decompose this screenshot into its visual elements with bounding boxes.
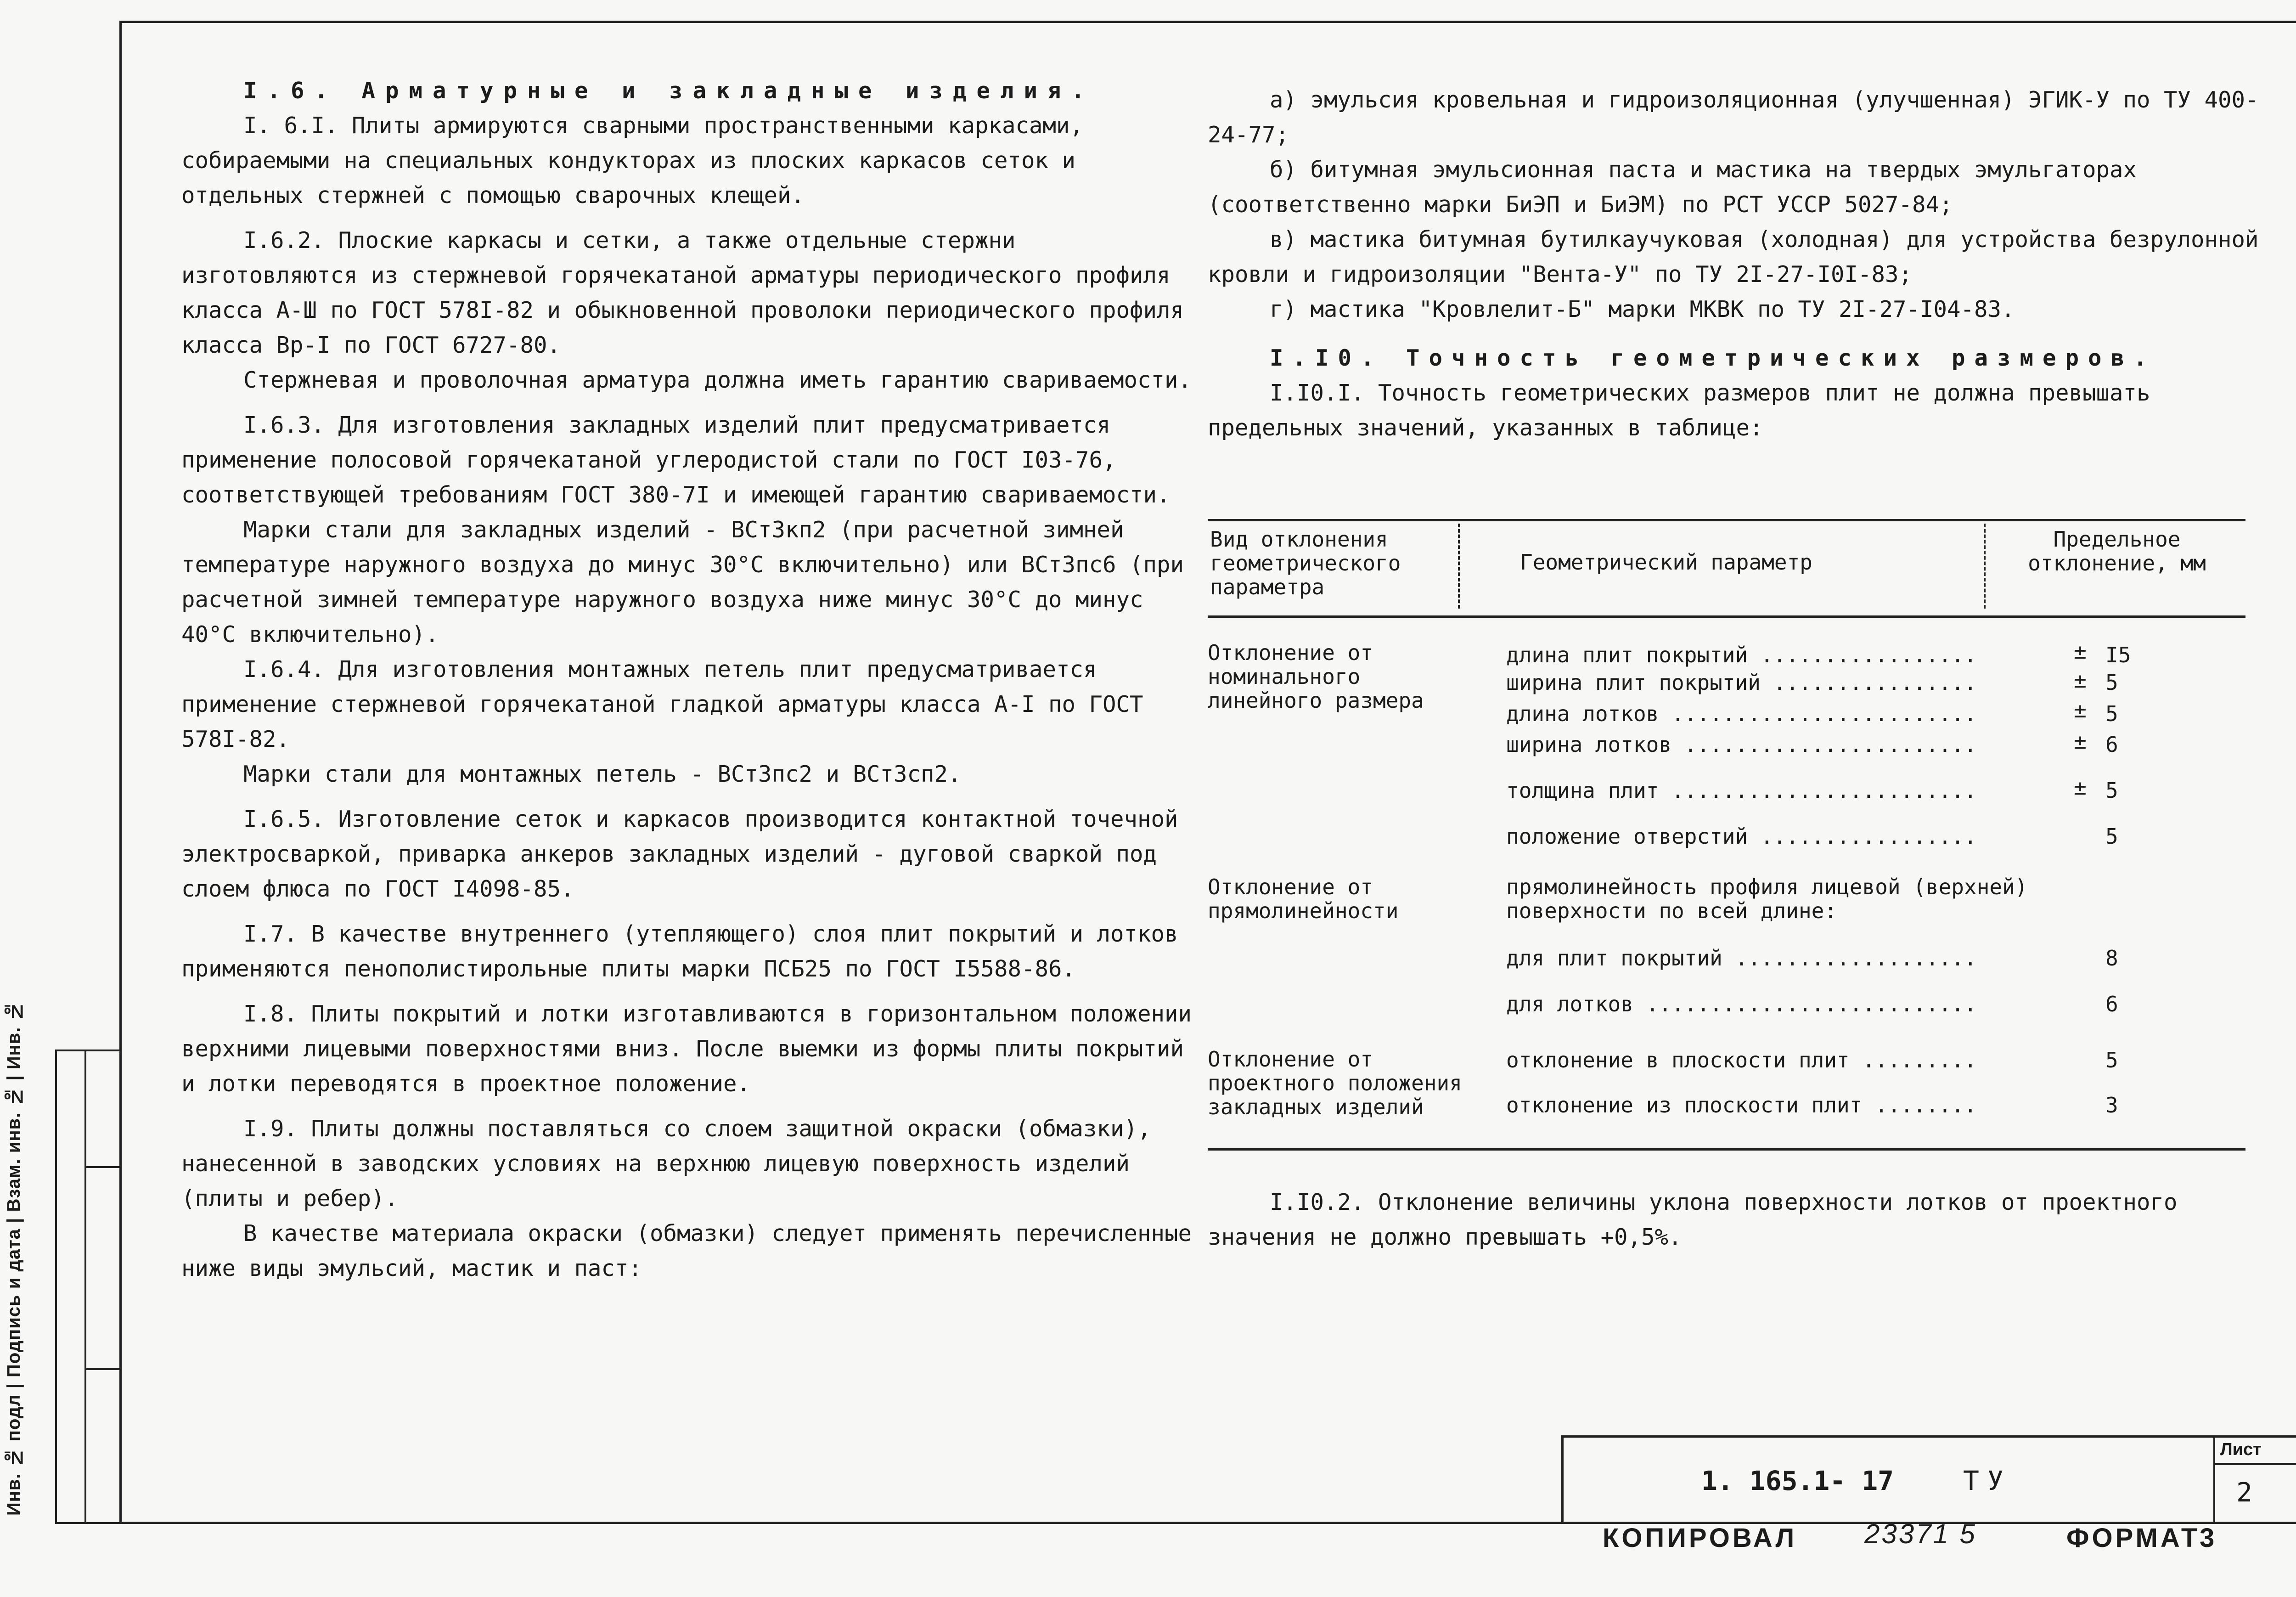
table-row: длина лотков ........................ — [1506, 702, 1977, 726]
table-row-value: 6 — [2105, 732, 2118, 757]
table-row-value: 5 — [2105, 701, 2118, 726]
table-row-sign: ± — [2074, 668, 2087, 693]
table-row: отклонение из плоскости плит ........ — [1506, 1093, 1977, 1117]
title-block — [1561, 1435, 2296, 1522]
table-row: ширина плит покрытий ................ — [1506, 671, 1977, 694]
table-row-value: 5 — [2105, 1048, 2118, 1072]
table-row-value: 5 — [2105, 824, 2118, 849]
paragraph-1-7: I.7. В качестве внутреннего (утепляющего) слоя плит покрытий и лотков применяются пенополистирольные плиты марки ПСБ25 по ГОСТ I5588-86. — [181, 921, 1178, 982]
table-row-sign: ± — [2074, 729, 2087, 754]
table-row: отклонение в плоскости плит ......... — [1506, 1048, 1977, 1072]
side-stamp-text: Инв. № подл | Подпись и дата | Взам. инв. № | Инв. № — [4, 1000, 24, 1516]
table-row-value: 5 — [2105, 670, 2118, 695]
paragraph-1-6-3b: Марки стали для закладных изделий - ВСт3кп2 (при расчетной зимней температуре наружного воздуха до минус 30°С включительно) или ВСт3пс6 (при расчетной зимней температуре наружного воздуха ниже минус 30°С до минус 40°С включительно). — [181, 517, 1184, 648]
format-value: 3 — [2200, 1523, 2217, 1553]
paragraph-1-6-5: I.6.5. Изготовление сеток и каркасов производится контактной точечной электросваркой, приварка анкеров закладных изделий - дуговой сваркой под слоем флюса по ГОСТ I4098-85. — [181, 806, 1178, 902]
sheet-label: Лист — [2220, 1440, 2262, 1459]
table-row-value: 6 — [2105, 992, 2118, 1016]
group-3-kind: Отклонение от проектного положения закладных изделий — [1208, 1047, 1462, 1119]
paragraph-1-6-4: I.6.4. Для изготовления монтажных петель плит предусматривается применение стержневой горячекатаной гладкой арматуры класса А-I по ГОСТ 578I-82. — [181, 656, 1143, 752]
document-code: 1. 165.1- 17 — [1701, 1465, 1894, 1496]
paragraph-1-9b: В качестве материала окраски (обмазки) следует применять перечисленные ниже виды эмульсий, мастик и паст: — [181, 1220, 1192, 1281]
paragraph-1-6-1: I. 6.I. Плиты армируются сварными пространственными каркасами, собираемыми на специальных кондукторах из плоских каркасов сеток и отдельных стержней с помощью сварочных клещей. — [181, 113, 1084, 209]
table-row-value: 8 — [2105, 946, 2118, 971]
item-g: г) мастика "Кровлелит-Б" марки МКВК по ТУ 2I-27-I04-83. — [1270, 296, 2015, 322]
after-table — [1208, 1185, 2259, 1255]
table-row-sign: ± — [2074, 775, 2087, 800]
paragraph-1-6-2b: Стержневая и проволочная арматура должна иметь гарантию свариваемости. — [243, 367, 1192, 393]
format-label: ФОРМАТ — [2066, 1523, 2200, 1553]
group-1-kind: Отклонение от номинального линейного размера — [1208, 640, 1424, 713]
item-b: б) битумная эмульсионная паста и мастика на твердых эмульгаторах (соответственно марки БиЭП и БиЭМ) по РСТ УССР 5027-84; — [1208, 157, 2137, 218]
side-stamp — [55, 1050, 121, 1524]
section-1-6-title: I.6. Арматурные и закладные изделия. — [243, 78, 1095, 104]
table-row-sign: ± — [2074, 698, 2087, 722]
copied-label: КОПИРОВАЛ — [1603, 1523, 1797, 1553]
paragraph-1-9: I.9. Плиты должны поставляться со слоем защитной окраски (обмазки), нанесенной в заводских условиях на верхнюю лицевую поверхность изделий (плиты и ребер). — [181, 1116, 1151, 1212]
table-row: ширина лотков ....................... — [1506, 733, 1977, 756]
table-row: положение отверстий ................. — [1506, 824, 1977, 848]
table-row-value: 5 — [2105, 778, 2118, 803]
group-2-kind: Отклонение от прямолинейности — [1208, 875, 1399, 923]
section-1-10-title: I.I0. Точность геометрических размеров. — [1270, 345, 2156, 371]
group-2-intro: прямолинейность профиля лицевой (верхней) поверхности по всей длине: — [1506, 875, 2028, 923]
table-row-value: I5 — [2105, 643, 2131, 667]
paragraph-1-8: I.8. Плиты покрытий и лотки изготавливаются в горизонтальном положении верхними лицевыми поверхностями вниз. После выемки из формы плиты покрытий и лотки переводятся в проектное положение. — [181, 1001, 1192, 1097]
document-type: ТУ — [1963, 1465, 2012, 1496]
table-row: для плит покрытий ................... — [1506, 946, 1977, 970]
order-number: 23371 5 — [1864, 1518, 1977, 1549]
table-row-value: 3 — [2105, 1093, 2118, 1117]
table-row: длина плит покрытий ................. — [1506, 643, 1977, 667]
paragraph-1-6-4b: Марки стали для монтажных петель - ВСт3пс2 и ВСт3сп2. — [243, 761, 962, 787]
table-row: толщина плит ........................ — [1506, 779, 1977, 802]
sheet-number: 2 — [2236, 1477, 2252, 1508]
left-column — [181, 73, 1201, 1286]
paragraph-1-10-2: I.I0.2. Отклонение величины уклона поверхности лотков от проектного значения не должно превышать +0,5%. — [1208, 1189, 2178, 1250]
paragraph-1-6-3: I.6.3. Для изготовления закладных изделий плит предусматривается применение полосовой горячекатаной углеродистой стали по ГОСТ I03-76, соответствующей требованиям ГОСТ 380-7I и имеющей гарантию свариваемости. — [181, 412, 1171, 508]
header-limit: Предельное отклонение, мм — [2028, 527, 2206, 576]
table-row-sign: ± — [2074, 639, 2087, 664]
right-column — [1208, 83, 2259, 446]
table-row: для лотков .......................... — [1506, 992, 1977, 1016]
header-kind: Вид отклонения геометрического параметра — [1210, 527, 1401, 599]
item-v: в) мастика битумная бутилкаучуковая (холодная) для устройства безрулонной кровли и гидроизоляции "Вента-У" по ТУ 2I-27-I0I-83; — [1208, 226, 2259, 288]
item-a: а) эмульсия кровельная и гидроизоляционная (улучшенная) ЭГИК-У по ТУ 400-24-77; — [1208, 87, 2259, 148]
paragraph-1-10-1: I.I0.I. Точность геометрических размеров плит не должна превышать предельных значений, указанных в таблице: — [1208, 380, 2150, 441]
header-param: Геометрический параметр — [1520, 550, 1812, 575]
paragraph-1-6-2: I.6.2. Плоские каркасы и сетки, а также отдельные стержни изготовляются из стержневой горячекатаной арматуры периодического профиля класса А-Ш по ГОСТ 578I-82 и обыкновенной проволоки периодического профиля класса Вр-I по ГОСТ 6727-80. — [181, 227, 1184, 358]
